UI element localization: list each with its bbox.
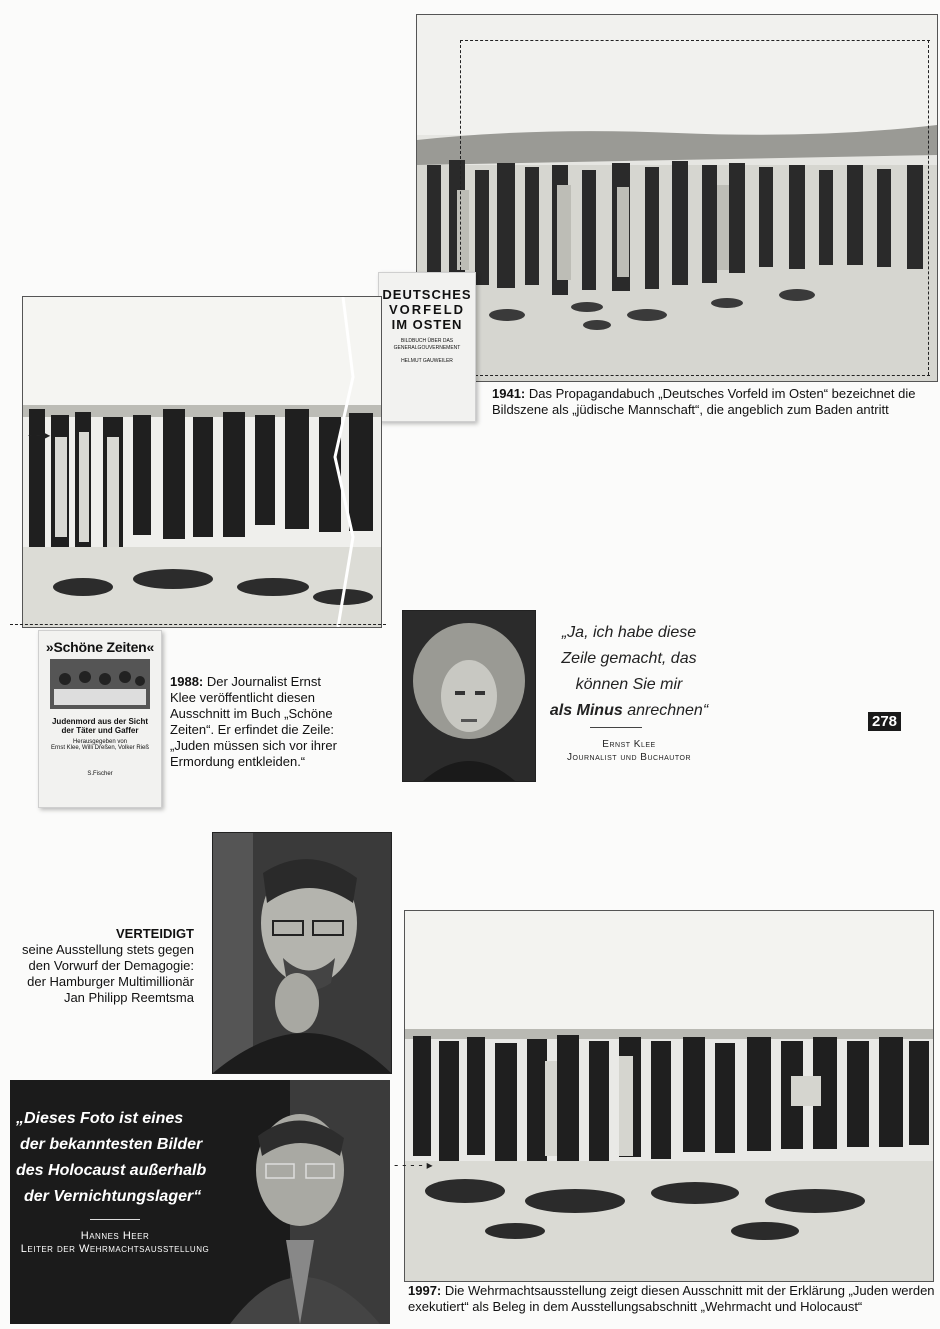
photo-1941: [416, 14, 938, 382]
caption-1988-year: 1988:: [170, 674, 204, 689]
portrait-reemtsma: [212, 832, 392, 1074]
caption-1941-text: Das Propagandabuch „Deutsches Vorfeld im Osten“ bezeichnet die Bildszene als „jüdische Mannschaft“, die angeblich zum Baden antritt: [492, 386, 916, 417]
book-cover-schoene-zeiten: [38, 630, 162, 808]
crop-line-1988: [10, 624, 386, 625]
attribution-klee-name: Ernst Klee: [602, 739, 656, 750]
photo-1988: [22, 296, 382, 628]
page-number: 278: [868, 712, 901, 731]
quote-divider-klee: [590, 727, 642, 728]
arrow-marker-1997: - - - - ▸: [394, 1158, 433, 1172]
crop-line-1941-bottom: [475, 375, 930, 376]
caption-1941: [492, 386, 934, 418]
attribution-klee: [540, 738, 718, 764]
quote-klee-line4-bold: als Minus: [549, 702, 623, 719]
quote-heer-line3: des Holocaust außerhalb: [16, 1162, 207, 1179]
attribution-heer-role: Leiter der Wehrmachtsausstellung: [20, 1243, 210, 1255]
quote-heer-line2: der bekanntesten Bilder: [20, 1136, 203, 1153]
crop-line-1941-right: [928, 40, 929, 375]
quote-heer-line1: „Dieses Foto ist eines: [16, 1110, 184, 1127]
caption-1941-year: 1941:: [492, 386, 526, 401]
attribution-heer: [10, 1230, 220, 1256]
reemtsma-text-line2: den Vorwurf der Demagogie:: [28, 958, 194, 973]
caption-1997: [408, 1283, 936, 1315]
caption-1988-text: Der Journalist Ernst Klee veröffentlicht diesen Ausschnitt im Buch „Schöne Zeiten“. Er erfindet die Zeile: „Juden müssen sich vor ihrer Ermordung entkleiden.“: [170, 674, 337, 769]
attribution-klee-role: Journalist und Buchautor: [567, 752, 691, 763]
reemtsma-text-line4: Jan Philipp Reemtsma: [63, 990, 194, 1005]
arrow-marker-1988: - - ▸: [28, 428, 51, 442]
reemtsma-caption: [12, 926, 194, 1006]
book-editors-label: Herausgegeben von: [72, 739, 128, 745]
book-title: »Schöne Zeiten«: [45, 639, 155, 655]
quote-klee-line2: Zeile gemacht, das: [561, 650, 697, 667]
reemtsma-text-line3: der Hamburger Multimillionär: [27, 974, 194, 989]
heer-panel: [10, 1080, 390, 1324]
caption-1997-text: Die Wehrmachtsausstellung zeigt diesen Ausschnitt mit der Erklärung „Juden werden exekutiert“ als Beleg in dem Ausstellungsabschnitt „Wehrmacht und Holocaust“: [408, 1283, 935, 1314]
reemtsma-text-line1: seine Ausstellung stets gegen: [21, 942, 194, 957]
book-subtitle: Judenmord aus der Sicht der Täter und Gaffer: [51, 717, 149, 735]
quote-klee-line3: können Sie mir: [575, 676, 683, 693]
photo-1997: [404, 910, 934, 1282]
book-title-line3: IM OSTEN: [391, 317, 463, 332]
caption-1997-year: 1997:: [408, 1283, 442, 1298]
book-cover-deutsches-vorfeld: [378, 272, 476, 422]
book-publisher: S.Fischer: [87, 771, 113, 777]
crop-line-1941-top: [460, 40, 930, 41]
quote-heer: [16, 1106, 226, 1210]
quote-klee-line4: anrechnen“: [622, 702, 709, 719]
book-author: HELMUT GAUWEILER: [401, 358, 453, 364]
portrait-ernst-klee: [402, 610, 536, 782]
quote-divider-heer: [90, 1219, 140, 1220]
quote-heer-line4: der Vernichtungslager“: [24, 1188, 202, 1205]
book-cover-photo: [50, 659, 150, 709]
quote-klee-line1: „Ja, ich habe diese: [561, 624, 697, 641]
book-title-line1: DEUTSCHES: [382, 287, 472, 302]
quote-klee: [540, 620, 718, 724]
reemtsma-heading: VERTEIDIGT: [115, 926, 194, 941]
crop-line-1941-left: [460, 40, 461, 275]
book-subtitle: BILDBUCH ÜBER DAS GENERALGOUVERNEMENT: [393, 338, 461, 351]
attribution-heer-name: Hannes Heer: [80, 1230, 150, 1242]
book-title-line2: VORFELD: [388, 302, 466, 317]
caption-1988: [170, 674, 338, 770]
book-editors: Ernst Klee, Willi Dreßen, Volker Rieß: [50, 745, 150, 751]
